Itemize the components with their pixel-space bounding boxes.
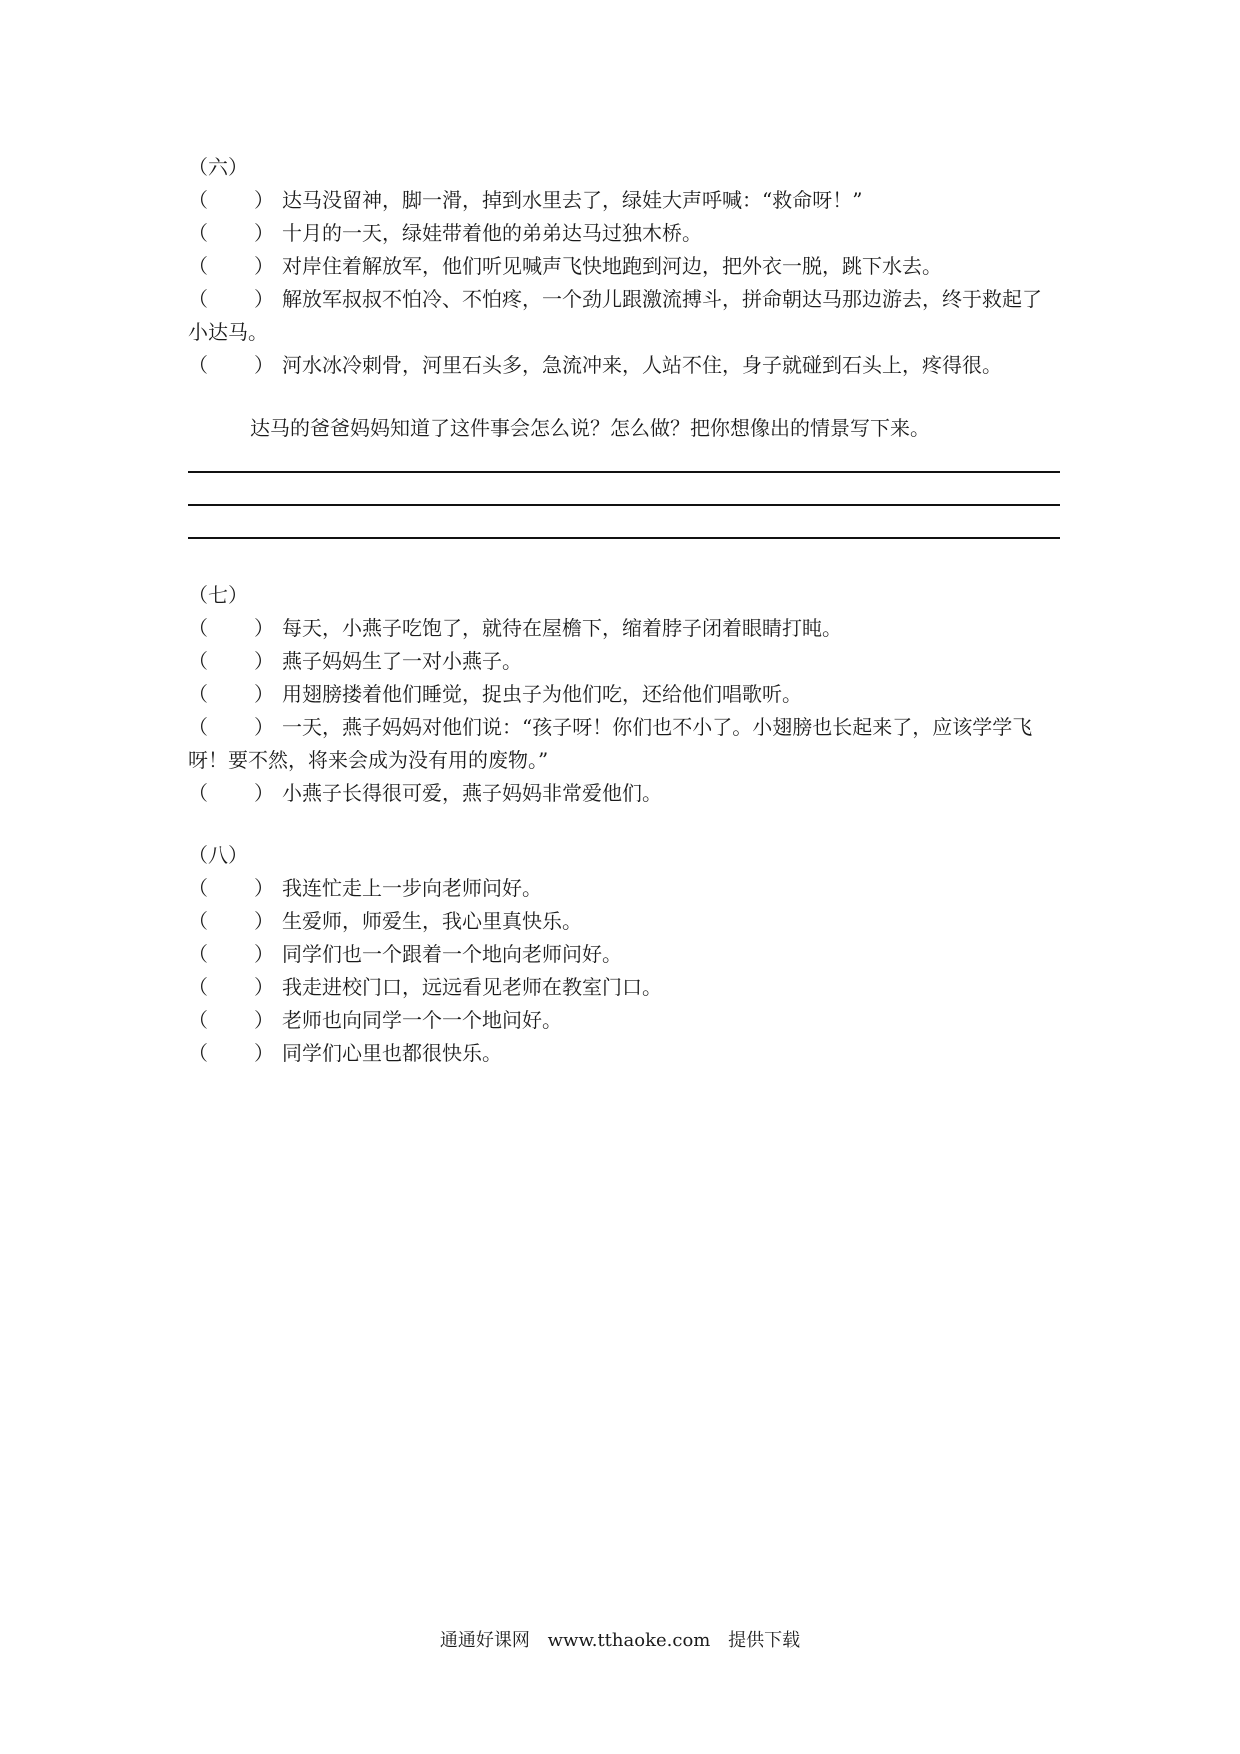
answer-blank[interactable]: （ ） <box>188 942 274 966</box>
answer-blank[interactable]: （ ） <box>188 353 274 377</box>
list-item <box>188 678 1060 711</box>
item-text: 对岸住着解放军，他们听见喊声飞快地跑到河边，把外衣一脱，跳下水去。 <box>282 254 942 278</box>
answer-blank[interactable]: （ ） <box>188 649 274 673</box>
item-text: 同学们也一个跟着一个地向老师问好。 <box>282 942 622 966</box>
list-item <box>188 645 1060 678</box>
section-7 <box>188 578 1060 810</box>
list-item <box>188 612 1060 645</box>
item-text: 老师也向同学一个一个地问好。 <box>282 1008 562 1032</box>
footer-site-name: 通通好课网 <box>439 1630 530 1651</box>
list-item <box>188 184 1060 217</box>
answer-blank[interactable]: （ ） <box>188 221 274 245</box>
section-8 <box>188 838 1060 1070</box>
list-item <box>188 971 1060 1004</box>
item-text: 生爱师，师爱生，我心里真快乐。 <box>282 909 582 933</box>
item-text: 燕子妈妈生了一对小燕子。 <box>282 649 522 673</box>
item-text: 每天，小燕子吃饱了，就待在屋檐下，缩着脖子闭着眼睛打盹。 <box>282 616 842 640</box>
section-6 <box>188 150 1060 382</box>
footer-url[interactable]: www.tthaoke.com <box>547 1630 711 1651</box>
answer-blank[interactable]: （ ） <box>188 254 274 278</box>
answer-blank[interactable]: （ ） <box>188 1008 274 1032</box>
list-item <box>188 938 1060 971</box>
answer-blank[interactable]: （ ） <box>188 876 274 900</box>
list-item <box>188 711 1060 777</box>
list-item <box>188 250 1060 283</box>
answer-blank[interactable]: （ ） <box>188 909 274 933</box>
item-text: 用翅膀搂着他们睡觉，捉虫子为他们吃，还给他们唱歌听。 <box>282 682 802 706</box>
answer-line[interactable] <box>188 537 1060 539</box>
list-item <box>188 1037 1060 1070</box>
section-heading: （七） <box>188 583 248 607</box>
answer-blank[interactable]: （ ） <box>188 781 274 805</box>
answer-blank[interactable]: （ ） <box>188 287 274 311</box>
item-text: 小燕子长得很可爱，燕子妈妈非常爱他们。 <box>282 781 662 805</box>
answer-line[interactable] <box>188 471 1060 473</box>
list-item <box>188 905 1060 938</box>
list-item <box>188 1004 1060 1037</box>
list-item <box>188 777 1060 810</box>
item-text: 同学们心里也都很快乐。 <box>282 1041 502 1065</box>
list-item <box>188 283 1060 349</box>
item-text: 十月的一天，绿娃带着他的弟弟达马过独木桥。 <box>282 221 702 245</box>
writing-prompt: 达马的爸爸妈妈知道了这件事会怎么说？怎么做？把你想像出的情景写下来。 <box>250 416 930 440</box>
answer-blank[interactable]: （ ） <box>188 715 274 739</box>
list-item <box>188 349 1060 382</box>
item-text: 河水冰冷刺骨，河里石头多，急流冲来，人站不住，身子就碰到石头上，疼得很。 <box>282 353 1002 377</box>
list-item <box>188 217 1060 250</box>
item-text: 达马没留神，脚一滑，掉到水里去了，绿娃大声呼喊：“救命呀！” <box>282 188 863 212</box>
item-text: 我连忙走上一步向老师问好。 <box>282 876 542 900</box>
list-item <box>188 872 1060 905</box>
section-heading: （六） <box>188 155 248 179</box>
page-footer <box>0 1626 1240 1656</box>
answer-line[interactable] <box>188 504 1060 506</box>
answer-blank[interactable]: （ ） <box>188 975 274 999</box>
answer-blank[interactable]: （ ） <box>188 1041 274 1065</box>
answer-blank[interactable]: （ ） <box>188 188 274 212</box>
answer-blank[interactable]: （ ） <box>188 682 274 706</box>
answer-blank[interactable]: （ ） <box>188 616 274 640</box>
footer-suffix: 提供下载 <box>728 1630 801 1651</box>
item-text: 解放军叔叔不怕冷、不怕疼，一个劲儿跟激流搏斗，拼命朝达马那边游去，终于救起了小达马。 <box>188 287 1042 344</box>
item-text: 我走进校门口，远远看见老师在教室门口。 <box>282 975 662 999</box>
item-text: 一天，燕子妈妈对他们说：“孩子呀！你们也不小了。小翅膀也长起来了，应该学学飞呀！要不然，将来会成为没有用的废物。” <box>188 715 1033 772</box>
section-heading: （八） <box>188 843 248 867</box>
